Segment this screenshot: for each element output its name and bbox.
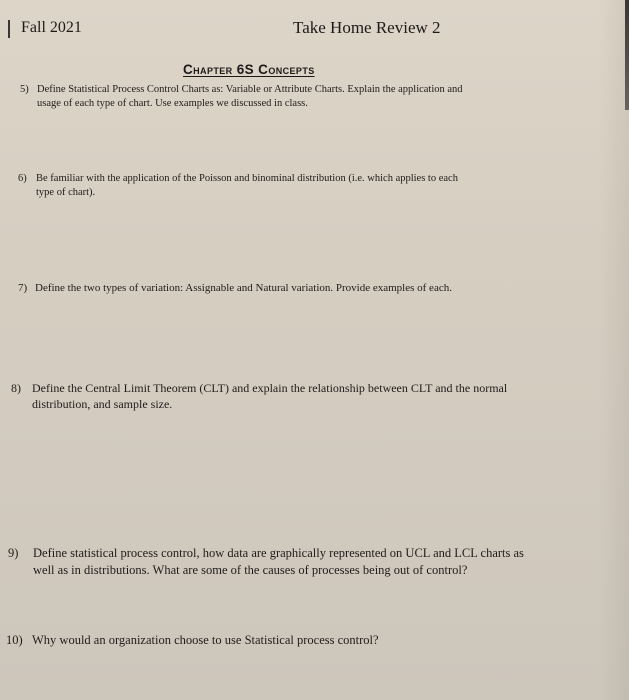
page-edge — [625, 0, 629, 110]
question-line: Why would an organization choose to use Statistical process control? — [32, 633, 379, 647]
margin-bar — [8, 20, 10, 38]
question-text — [36, 172, 458, 200]
question-line: Define Statistical Process Control Charts as: Variable or Attribute Charts. Explain the application and — [37, 84, 463, 95]
semester-label: Fall 2021 — [21, 19, 82, 36]
chapter-heading: Chapter 6S Concepts — [183, 62, 315, 77]
question-9 — [8, 545, 618, 581]
question-line: usage of each type of chart. Use examples we discussed in class. — [37, 98, 308, 109]
question-line: distribution, and sample size. — [32, 397, 173, 411]
question-line: type of chart). — [36, 187, 96, 198]
question-8 — [11, 380, 611, 414]
question-number: 5) — [20, 84, 29, 95]
question-line: Define the Central Limit Theorem (CLT) and explain the relationship between CLT and the normal — [32, 381, 508, 395]
question-number: 6) — [18, 173, 27, 184]
question-text — [32, 632, 379, 649]
question-line: well as in distributions. What are some of the causes of processes being out of control? — [33, 563, 468, 577]
question-line: Be familiar with the application of the Poisson and binominal distribution (i.e. which applies to each — [36, 173, 458, 184]
question-number: 9) — [8, 546, 19, 560]
question-text — [32, 380, 507, 412]
question-number: 10) — [6, 633, 23, 647]
question-6 — [18, 172, 588, 204]
document-title: Take Home Review 2 — [293, 18, 441, 37]
question-7 — [18, 280, 598, 298]
question-text — [35, 280, 452, 296]
question-5 — [20, 83, 580, 115]
question-number: 8) — [11, 381, 21, 395]
question-number: 7) — [18, 282, 28, 294]
question-text — [37, 83, 463, 111]
question-line: Define statistical process control, how data are graphically represented on UCL and LCL charts as — [33, 546, 524, 560]
question-text — [33, 545, 524, 579]
question-10 — [6, 632, 616, 650]
question-line: Define the two types of variation: Assignable and Natural variation. Provide examples of each. — [35, 282, 452, 294]
